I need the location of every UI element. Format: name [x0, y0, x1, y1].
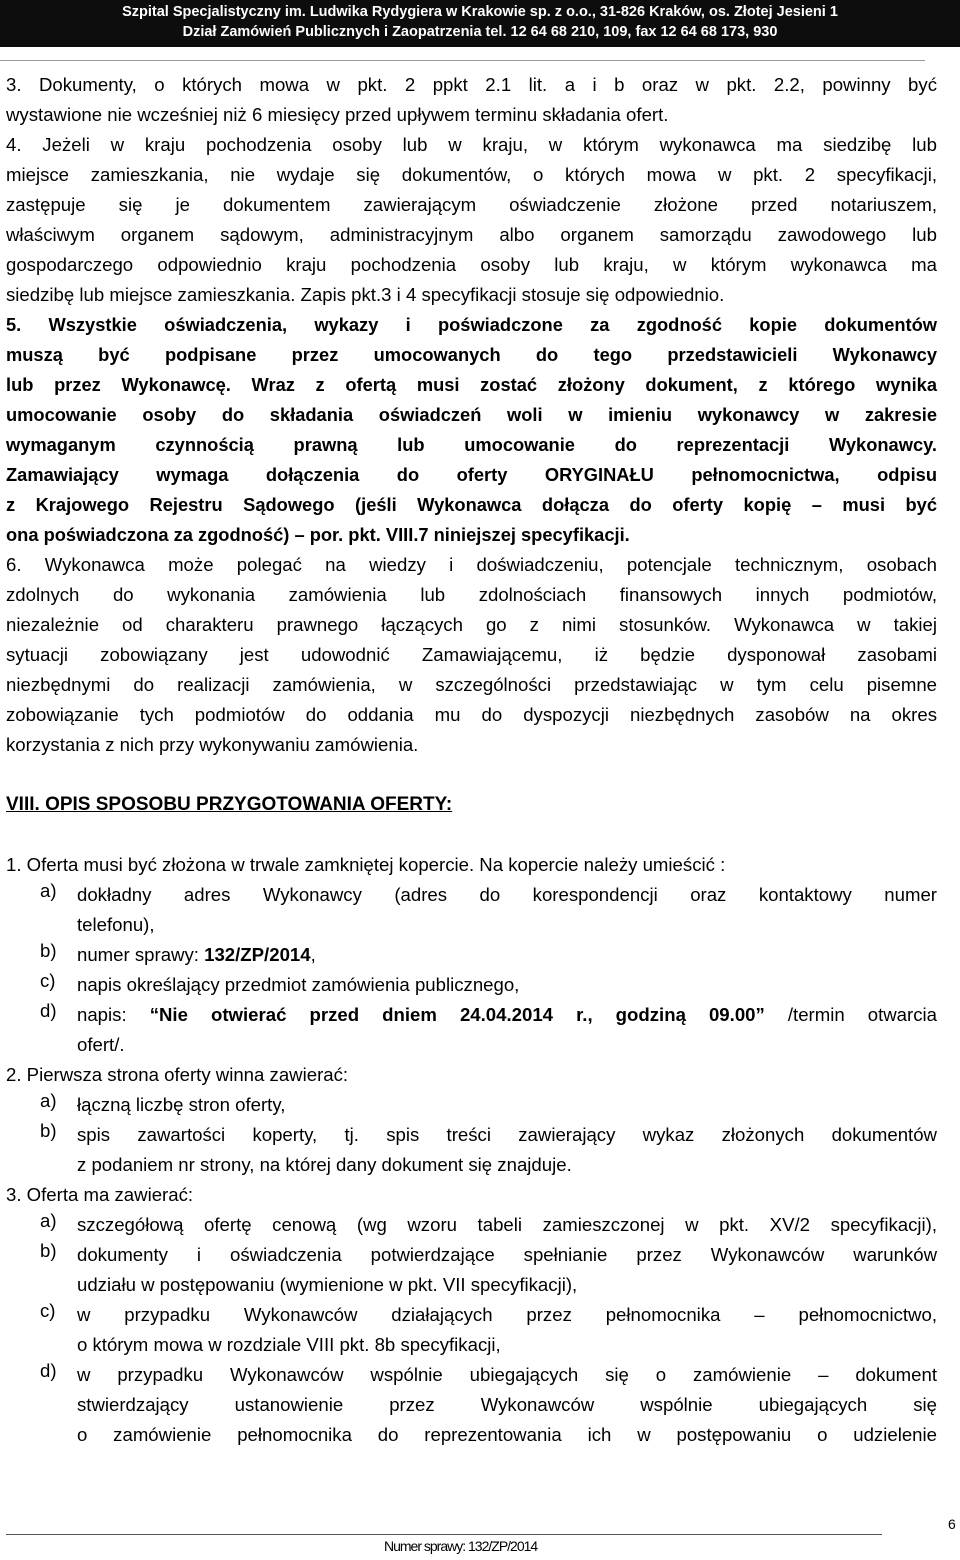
text-line: sytuacji zobowiązany jest udowodnić Zamawiającemu, iż będzie dysponował zasobami: [6, 644, 937, 665]
case-number: 132/ZP/2014: [204, 944, 311, 965]
text-line: w przypadku Wykonawców wspólnie ubiegających się o zamówienie – dokument: [77, 1364, 937, 1385]
page-body: [6, 70, 937, 1450]
text-line: 1. Oferta musi być złożona w trwale zamkniętej kopercie. Na kopercie należy umieścić :: [6, 854, 726, 875]
section-heading: VIII. OPIS SPOSOBU PRZYGOTOWANIA OFERTY:: [6, 794, 453, 815]
list-label: a): [40, 1090, 57, 1111]
paragraph-5: [6, 310, 937, 550]
footer-divider: [6, 1534, 882, 1535]
paragraph-6: [6, 550, 937, 760]
text-line: 2. Pierwsza strona oferty winna zawierać:: [6, 1064, 349, 1085]
text-line: dokumenty i oświadczenia potwierdzające spełnianie przez Wykonawców warunków: [77, 1244, 937, 1265]
text-line: Zamawiający wymaga dołączenia do oferty ORYGINAŁU pełnomocnictwa, odpisu: [6, 464, 937, 485]
text-line: zobowiązanie tych podmiotów do oddania mu do dyspozycji niezbędnych zasobów na okres: [6, 704, 937, 725]
list-label: d): [40, 1360, 57, 1381]
text-line: z podaniem nr strony, na której dany dokument się znajduje.: [77, 1154, 572, 1175]
paragraph-3: [6, 70, 937, 130]
text-line: 3. Dokumenty, o których mowa w pkt. 2 ppkt 2.1 lit. a i b oraz w pkt. 2.2, powinny być: [6, 74, 937, 95]
list-item: [6, 940, 937, 970]
list-item: [6, 1000, 937, 1060]
text-line: o zamówienie pełnomocnika do reprezentowania ich w postępowaniu o udzielenie: [77, 1424, 937, 1445]
text-line: łączną liczbę stron oferty,: [77, 1094, 286, 1115]
text-line: stwierdzający ustanowienie przez Wykonawców wspólnie ubiegających się: [77, 1394, 937, 1415]
offer-item-1: [6, 850, 937, 1060]
text-line: muszą być podpisane przez umocowanych do tego przedstawicieli Wykonawcy: [6, 344, 937, 365]
list-label: b): [40, 1120, 57, 1141]
text-line: numer sprawy: 132/ZP/2014,: [77, 944, 316, 965]
list-item: [6, 1210, 937, 1240]
text-line: telefonu),: [77, 914, 155, 935]
text-line: zdolnych do wykonania zamówienia lub zdolnościach finansowych innych podmiotów,: [6, 584, 937, 605]
text-line: wymaganym czynnością prawną lub umocowanie do reprezentacji Wykonawcy.: [6, 434, 937, 455]
page-number: 6: [948, 1516, 956, 1532]
text-line: umocowanie osoby do składania oświadczeń woli w imieniu wykonawcy w zakresie: [6, 404, 937, 425]
text-line: gospodarczego odpowiednio kraju pochodzenia osoby lub kraju, w którym wykonawca ma: [6, 254, 937, 275]
text-line: w przypadku Wykonawców działających przez pełnomocnika – pełnomocnictwo,: [77, 1304, 937, 1325]
header-hospital-line: Szpital Specjalistyczny im. Ludwika Rydygiera w Krakowie sp. z o.o., 31-826 Kraków, os. Złotej Jesieni 1: [122, 4, 838, 20]
offer-item-3: [6, 1180, 937, 1450]
text-line: napis określający przedmiot zamówienia publicznego,: [77, 974, 520, 995]
text-line: 5. Wszystkie oświadczenia, wykazy i poświadczone za zgodność kopie dokumentów: [6, 314, 937, 335]
document-header: [0, 0, 960, 47]
list-item: [6, 1090, 937, 1120]
text-line: 6. Wykonawca może polegać na wiedzy i doświadczeniu, potencjale technicznym, osobach: [6, 554, 937, 575]
offer-item-2: [6, 1060, 937, 1180]
list-item: [6, 1300, 937, 1360]
text-line: niezbędnymi do realizacji zamówienia, w szczególności przedstawiając w tym celu pisemne: [6, 674, 937, 695]
list-label: b): [40, 940, 57, 961]
text-line: ofert/.: [77, 1034, 125, 1055]
text-line: zastępuje się je dokumentem zawierającym oświadczenie złożone przed notariuszem,: [6, 194, 937, 215]
list-item: [6, 1120, 937, 1180]
opening-deadline: “Nie otwierać przed dniem 24.04.2014 r., godziną 09.00”: [149, 1004, 765, 1025]
list-label: a): [40, 1210, 57, 1231]
text-line: wystawione nie wcześniej niż 6 miesięcy przed upływem terminu składania ofert.: [6, 104, 669, 125]
text-line: napis: “Nie otwierać przed dniem 24.04.2014 r., godziną 09.00” /termin otwarcia: [77, 1004, 937, 1025]
header-divider: [0, 60, 925, 61]
list-item: [6, 1360, 937, 1450]
list-label: c): [40, 970, 56, 991]
text-line: udziału w postępowaniu (wymienione w pkt. VII specyfikacji),: [77, 1274, 578, 1295]
list-item: [6, 1240, 937, 1300]
list-label: b): [40, 1240, 57, 1261]
text-line: szczegółową ofertę cenową (wg wzoru tabeli zamieszczonej w pkt. XV/2 specyfikacji),: [77, 1214, 937, 1235]
text-line: miejsce zamieszkania, nie wydaje się dokumentów, o których mowa w pkt. 2 specyfikacji,: [6, 164, 937, 185]
footer-case-number: Numer sprawy: 132/ZP/2014: [384, 1538, 538, 1554]
text-line: właściwym organem sądowym, administracyjnym albo organem samorządu zawodowego lub: [6, 224, 937, 245]
text-line: o którym mowa w rozdziale VIII pkt. 8b specyfikacji,: [77, 1334, 501, 1355]
text-line: siedzibę lub miejsce zamieszkania. Zapis pkt.3 i 4 specyfikacji stosuje się odpowiednio.: [6, 284, 725, 305]
text-line: niezależnie od charakteru prawnego łączących go z nimi stosunków. Wykonawca w takiej: [6, 614, 937, 635]
text-line: korzystania z nich przy wykonywaniu zamówienia.: [6, 734, 419, 755]
text-line: z Krajowego Rejestru Sądowego (jeśli Wykonawca dołącza do oferty kopię – musi być: [6, 494, 937, 515]
text-line: dokładny adres Wykonawcy (adres do korespondencji oraz kontaktowy numer: [77, 884, 937, 905]
list-label: d): [40, 1000, 57, 1021]
text-line: spis zawartości koperty, tj. spis treści zawierający wykaz złożonych dokumentów: [77, 1124, 937, 1145]
text-line: 3. Oferta ma zawierać:: [6, 1184, 194, 1205]
text-line: lub przez Wykonawcę. Wraz z ofertą musi zostać złożony dokument, z którego wynika: [6, 374, 937, 395]
header-department-line: Dział Zamówień Publicznych i Zaopatrzenia tel. 12 64 68 210, 109, fax 12 64 68 173, 930: [182, 24, 778, 40]
list-label: c): [40, 1300, 56, 1321]
text-line: ona poświadczona za zgodność) – por. pkt. VIII.7 niniejszej specyfikacji.: [6, 524, 630, 545]
text-line: 4. Jeżeli w kraju pochodzenia osoby lub w kraju, w którym wykonawca ma siedzibę lub: [6, 134, 937, 155]
list-item: [6, 880, 937, 940]
list-label: a): [40, 880, 57, 901]
list-item: [6, 970, 937, 1000]
paragraph-4: [6, 130, 937, 310]
